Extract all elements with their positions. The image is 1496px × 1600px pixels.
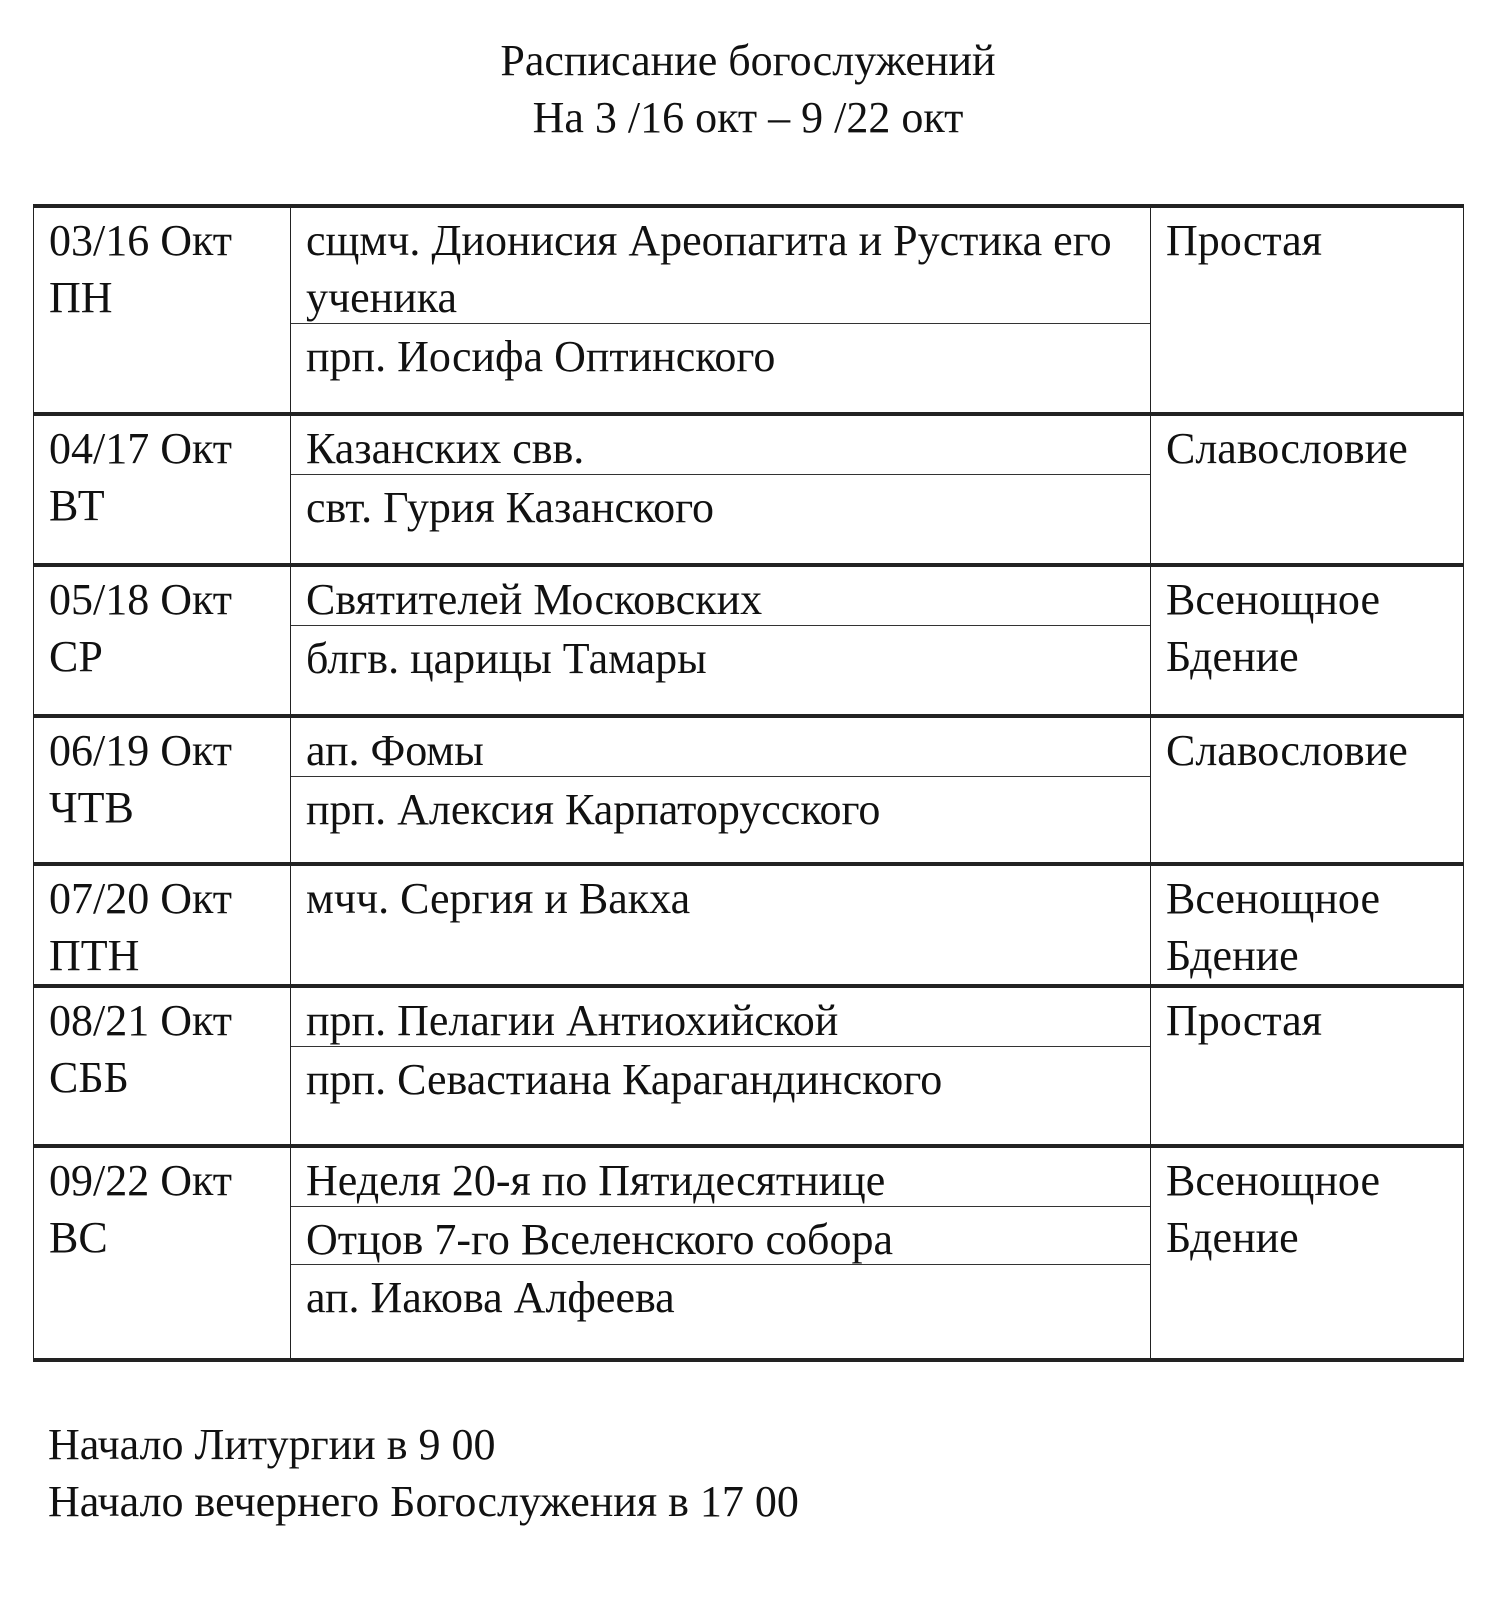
saints-cell <box>291 1146 1151 1360</box>
saint-commemoration: сщмч. Дионисия Ареопагита и Рустика его ученика <box>291 208 1150 324</box>
saints-cell <box>291 206 1151 414</box>
weekday-label: СББ <box>49 1053 129 1102</box>
service-type-label: Славословие <box>1166 424 1408 473</box>
service-type-label: Всенощное Бдение <box>1166 874 1380 980</box>
saints-cell <box>291 414 1151 565</box>
weekday-label: СР <box>49 632 103 681</box>
service-type-label: Всенощное Бдение <box>1166 575 1380 681</box>
date-label: 08/21 Окт <box>49 996 233 1045</box>
liturgy-start-note: Начало Литургии в 9 00 <box>48 1420 496 1469</box>
saint-commemoration: ап. Фомы <box>291 718 1150 777</box>
schedule-body <box>34 206 1464 1360</box>
date-cell <box>34 1146 291 1360</box>
schedule-row <box>34 716 1464 864</box>
date-label: 05/18 Окт <box>49 575 233 624</box>
date-cell <box>34 986 291 1146</box>
saints-cell <box>291 864 1151 986</box>
schedule-row <box>34 206 1464 414</box>
date-label: 09/22 Окт <box>49 1156 233 1205</box>
schedule-row <box>34 414 1464 565</box>
weekday-label: ВТ <box>49 481 105 530</box>
weekday-label: ПН <box>49 273 113 322</box>
service-type-label: Славословие <box>1166 726 1408 775</box>
saint-commemoration: прп. Иосифа Оптинского <box>306 332 776 381</box>
schedule-row <box>34 864 1464 986</box>
saints-cell <box>291 986 1151 1146</box>
saint-commemoration: Неделя 20-я по Пятидесятнице <box>291 1148 1150 1207</box>
schedule-row <box>34 1146 1464 1360</box>
service-type-cell <box>1151 1146 1464 1360</box>
date-label: 06/19 Окт <box>49 726 233 775</box>
saint-commemoration: Отцов 7-го Вселенского собора <box>291 1207 1150 1265</box>
weekday-label: ВС <box>49 1213 108 1262</box>
saint-commemoration: прп. Пелагии Антиохийской <box>291 988 1150 1047</box>
schedule-table <box>33 204 1464 1362</box>
saint-commemoration: мчч. Сергия и Вакха <box>306 874 691 923</box>
saints-cell <box>291 716 1151 864</box>
service-type-label: Всенощное Бдение <box>1166 1156 1380 1262</box>
saint-commemoration: ап. Иакова Алфеева <box>306 1273 675 1322</box>
page-title: Расписание богослужений <box>500 36 996 85</box>
saint-commemoration: свт. Гурия Казанского <box>306 483 715 532</box>
saint-commemoration: прп. Алексия Карпаторусского <box>306 785 881 834</box>
date-cell <box>34 716 291 864</box>
service-type-label: Простая <box>1166 216 1322 265</box>
service-type-label: Простая <box>1166 996 1322 1045</box>
service-type-cell <box>1151 716 1464 864</box>
date-label: 04/17 Окт <box>49 424 233 473</box>
date-cell <box>34 864 291 986</box>
service-type-cell <box>1151 565 1464 716</box>
date-label: 03/16 Окт <box>49 216 233 265</box>
saint-commemoration: Святителей Московских <box>291 567 1150 626</box>
saint-commemoration: блгв. царицы Тамары <box>306 634 707 683</box>
service-type-cell <box>1151 986 1464 1146</box>
evening-service-start-note: Начало вечернего Богослужения в 17 00 <box>48 1477 799 1526</box>
saint-commemoration: Казанских свв. <box>291 416 1150 475</box>
saint-commemoration: прп. Севастиана Карагандинского <box>306 1055 943 1104</box>
weekday-label: ПТН <box>49 931 140 980</box>
service-type-cell <box>1151 864 1464 986</box>
date-cell <box>34 414 291 565</box>
service-type-cell <box>1151 414 1464 565</box>
weekday-label: ЧТВ <box>49 783 134 832</box>
saints-cell <box>291 565 1151 716</box>
date-label: 07/20 Окт <box>49 874 233 923</box>
schedule-row <box>34 565 1464 716</box>
schedule-row <box>34 986 1464 1146</box>
date-cell <box>34 565 291 716</box>
period-subtitle: На 3 /16 окт – 9 /22 окт <box>532 93 964 142</box>
date-cell <box>34 206 291 414</box>
service-type-cell <box>1151 206 1464 414</box>
